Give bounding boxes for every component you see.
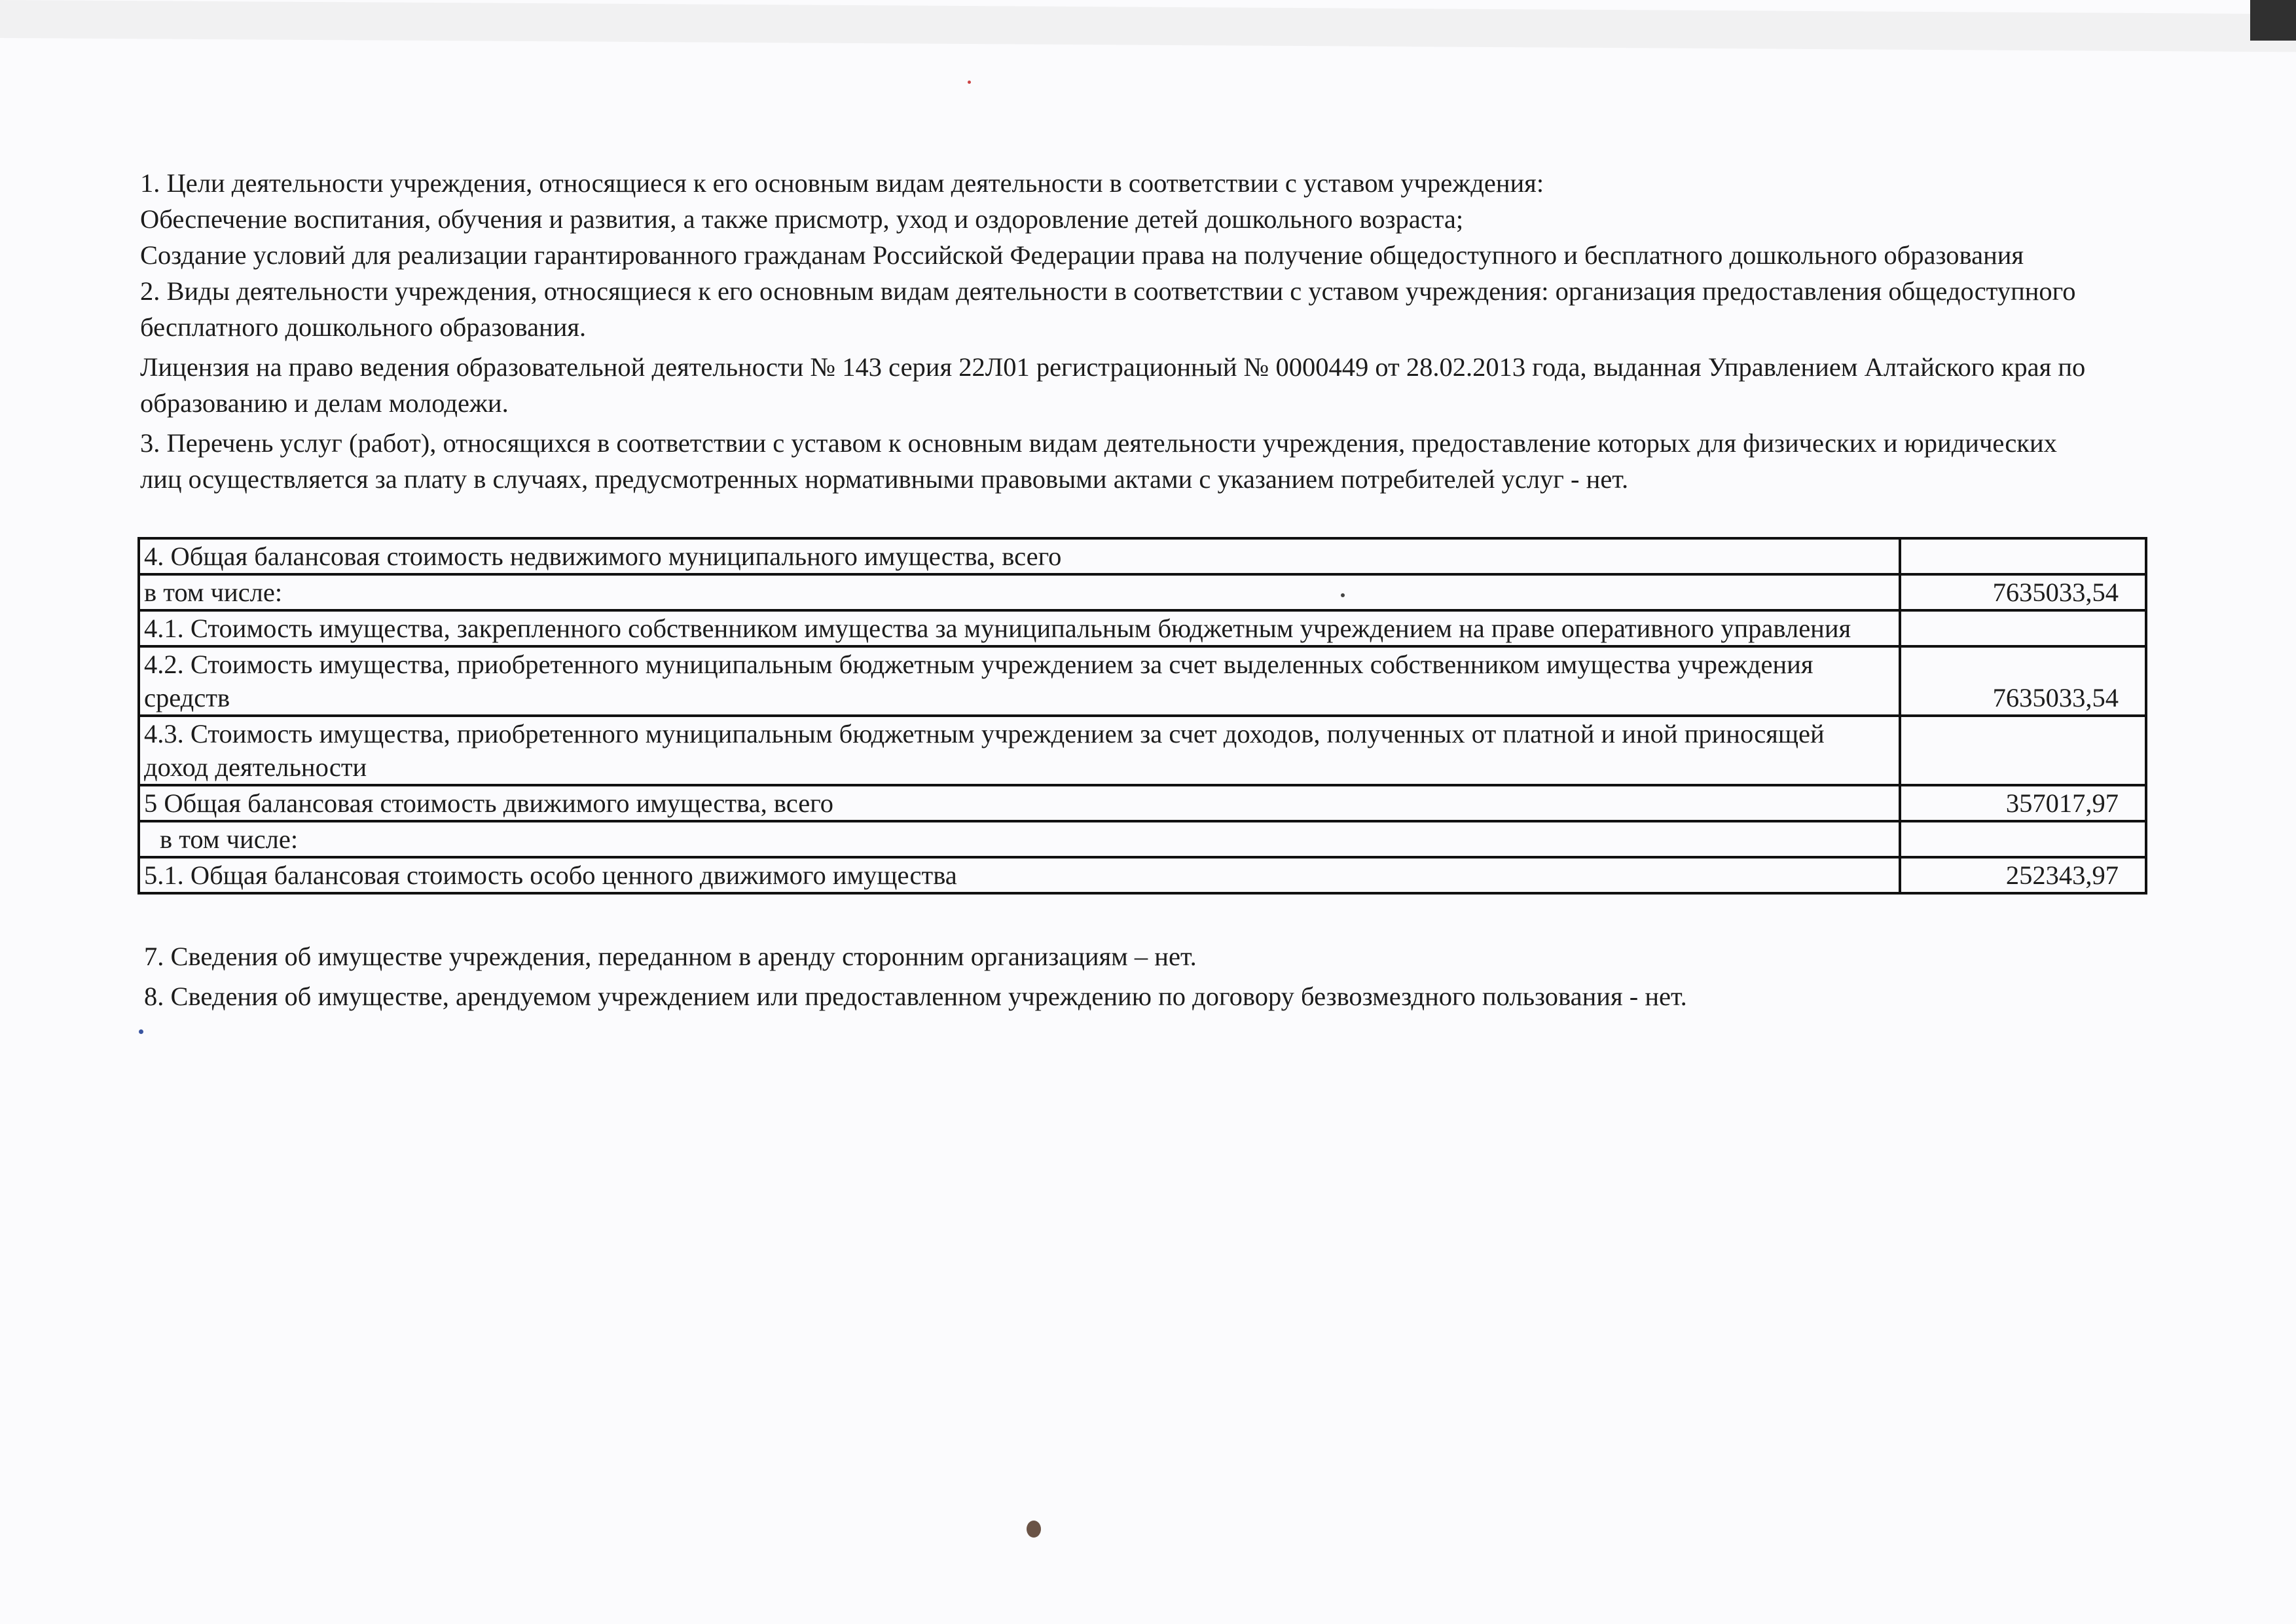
closing-section xyxy=(144,938,2095,1014)
row-label: 4.2. Стоимость имущества, приобретенного муниципальным бюджетным учреждением за счет выделенных собственником имущества учреждения средств xyxy=(139,646,1900,716)
section-3-services: 3. Перечень услуг (работ), относящихся в соответствии с уставом к основным видам деятельности учреждения, предоставление которых для физических и юридических лиц осуществляется за плату в случаях, предусмотренных нормативными правовыми актами с указанием потребителей услуг - нет. xyxy=(140,428,2057,494)
table-row xyxy=(139,821,2146,857)
row-value: 252343,97 xyxy=(1900,857,2146,893)
scan-speck xyxy=(139,1029,143,1034)
table-row xyxy=(139,610,2146,646)
section-7-rented-out: 7. Сведения об имуществе учреждения, переданном в аренду сторонним организациям – нет. xyxy=(144,942,1197,971)
section-8-rented-in: 8. Сведения об имуществе, арендуемом учреждением или предоставленном учреждению по договору безвозмездного пользования - нет. xyxy=(144,982,1687,1011)
row-label: 4.1. Стоимость имущества, закрепленного собственником имущества за муниципальным бюджетным учреждением на праве оперативного управления xyxy=(139,610,1900,646)
row-value xyxy=(1900,821,2146,857)
row-value xyxy=(1900,538,2146,574)
table-row xyxy=(139,785,2146,821)
scan-speck xyxy=(1027,1521,1041,1538)
table-row xyxy=(139,538,2146,574)
row-label: 5.1. Общая балансовая стоимость особо ценного движимого имущества xyxy=(139,857,1900,893)
section-1-goal-1: Обеспечение воспитания, обучения и развития, а также присмотр, уход и оздоровление детей дошкольного возраста; xyxy=(140,204,1464,234)
row-label: в том числе: xyxy=(139,821,1900,857)
section-1-heading: 1. Цели деятельности учреждения, относящиеся к его основным видам деятельности в соответствии с уставом учреждения: xyxy=(140,168,1544,198)
table-row xyxy=(139,857,2146,893)
row-label: в том числе: xyxy=(139,574,1900,610)
scan-speck xyxy=(968,81,971,84)
scan-dark-corner xyxy=(2250,0,2296,41)
row-value xyxy=(1900,610,2146,646)
license-info: Лицензия на право ведения образовательной деятельности № 143 серия 22Л01 регистрационный № 0000449 от 28.02.2013 года, выданная Управлением Алтайского края по образованию и делам молодежи. xyxy=(140,352,2086,418)
row-value xyxy=(1900,716,2146,785)
assets-table xyxy=(137,537,2147,895)
section-2-activities: 2. Виды деятельности учреждения, относящиеся к его основным видам деятельности в соответствии с уставом учреждения: организация предоставления общедоступного бесплатного дошкольного образования. xyxy=(140,276,2076,342)
table-row xyxy=(139,574,2146,610)
table-row xyxy=(139,716,2146,785)
scan-top-edge xyxy=(0,0,2296,52)
row-label: 4. Общая балансовая стоимость недвижимого муниципального имущества, всего xyxy=(139,538,1900,574)
row-label: 4.3. Стоимость имущества, приобретенного муниципальным бюджетным учреждением за счет доходов, полученных от платной и иной приносящей доход деятельности xyxy=(139,716,1900,785)
document-body xyxy=(140,165,2104,497)
row-value: 7635033,54 xyxy=(1900,646,2146,716)
row-value: 357017,97 xyxy=(1900,785,2146,821)
table-row xyxy=(139,646,2146,716)
row-label: 5 Общая балансовая стоимость движимого имущества, всего xyxy=(139,785,1900,821)
row-value: 7635033,54 xyxy=(1900,574,2146,610)
section-1-goal-2: Создание условий для реализации гарантированного гражданам Российской Федерации права на получение общедоступного и бесплатного дошкольного образования xyxy=(140,240,2024,270)
